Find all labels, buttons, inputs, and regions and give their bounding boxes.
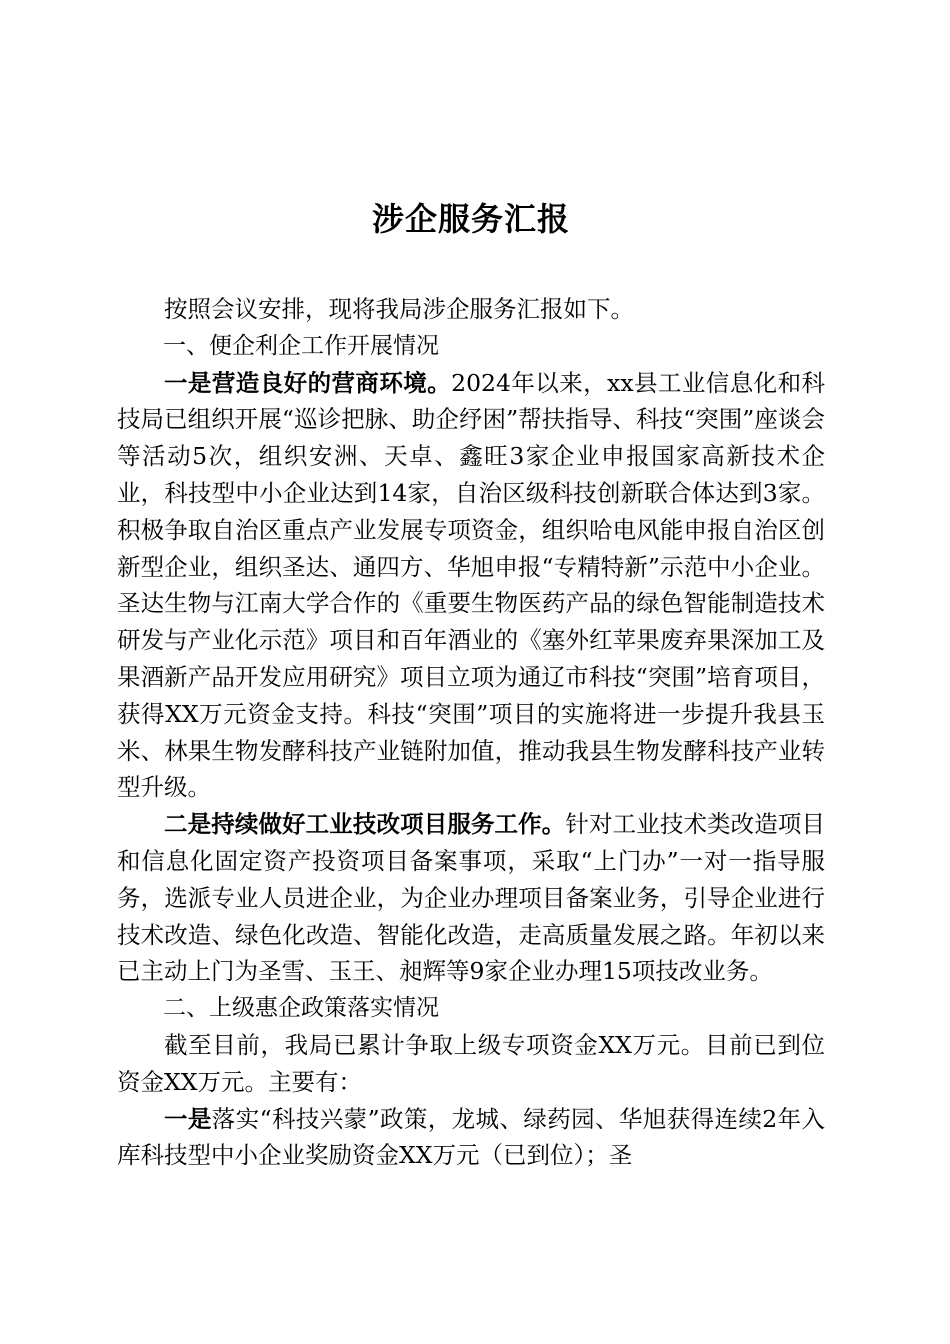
paragraph-text: 2024年以来，xx县工业信息化和科技局已组织开展“巡诊把脉、助企纾困”帮扶指导、科技“突围”座谈会等活动5次，组织安洲、天卓、鑫旺3家企业申报国家高新技术企业，科技型中小企业达到14家，自治区级科技创新联合体达到3家。积极争取自治区重点产业发展专项资金，组织哈电风能申报自治区创新型企业，组织圣达、通四方、华旭申报“专精特新”示范中小企业。圣达生物与江南大学合作的《重要生物医药产品的绿色智能制造技术研发与产业化示范》项目和百年酒业的《塞外红苹果废弃果深加工及果酒新产品开发应用研究》项目立项为通辽市科技“突围”培育项目，获得XX万元资金支持。科技“突围”项目的实施将进一步提升我县玉米、林果生物发酵科技产业链附加值，推动我县生物发酵科技产业转型升级。 [117,368,826,802]
paragraph-lead: 二是持续做好工业技改项目服务工作。 [164,810,566,839]
paragraph-lead: 一是营造良好的营商环境。 [164,368,452,397]
paragraph-lead: 一是 [164,1104,212,1133]
paragraph-tech-renovation [117,806,825,990]
paragraph-text: 针对工业技术类改造项目和信息化固定资产投资项目备案事项，采取“上门办”一对一指导服务，选派专业人员进企业，为企业办理项目备案业务，引导企业进行技术改造、绿色化改造、智能化改造，走高质量发展之路。年初以来已主动上门为圣雪、玉王、昶辉等9家企业办理15项技改业务。 [117,810,826,986]
document-body [117,291,825,1174]
paragraph-text: 落实“科技兴蒙”政策，龙城、绿药园、华旭获得连续2年入库科技型中小企业奖励资金XX万元（已到位）；圣 [117,1104,826,1170]
section-heading-2: 二、上级惠企政策落实情况 [163,995,439,1022]
section-heading-1: 一、便企利企工作开展情况 [163,332,439,359]
intro-paragraph: 按照会议安排，现将我局涉企服务汇报如下。 [164,295,634,323]
paragraph-funding-summary: 截至目前，我局已累计争取上级专项资金XX万元。目前已到位资金XX万元。主要有： [117,1030,825,1096]
paragraph-business-environment [117,365,825,807]
document-title: 涉企服务汇报 [371,200,570,238]
paragraph-policy-implementation [117,1101,825,1175]
